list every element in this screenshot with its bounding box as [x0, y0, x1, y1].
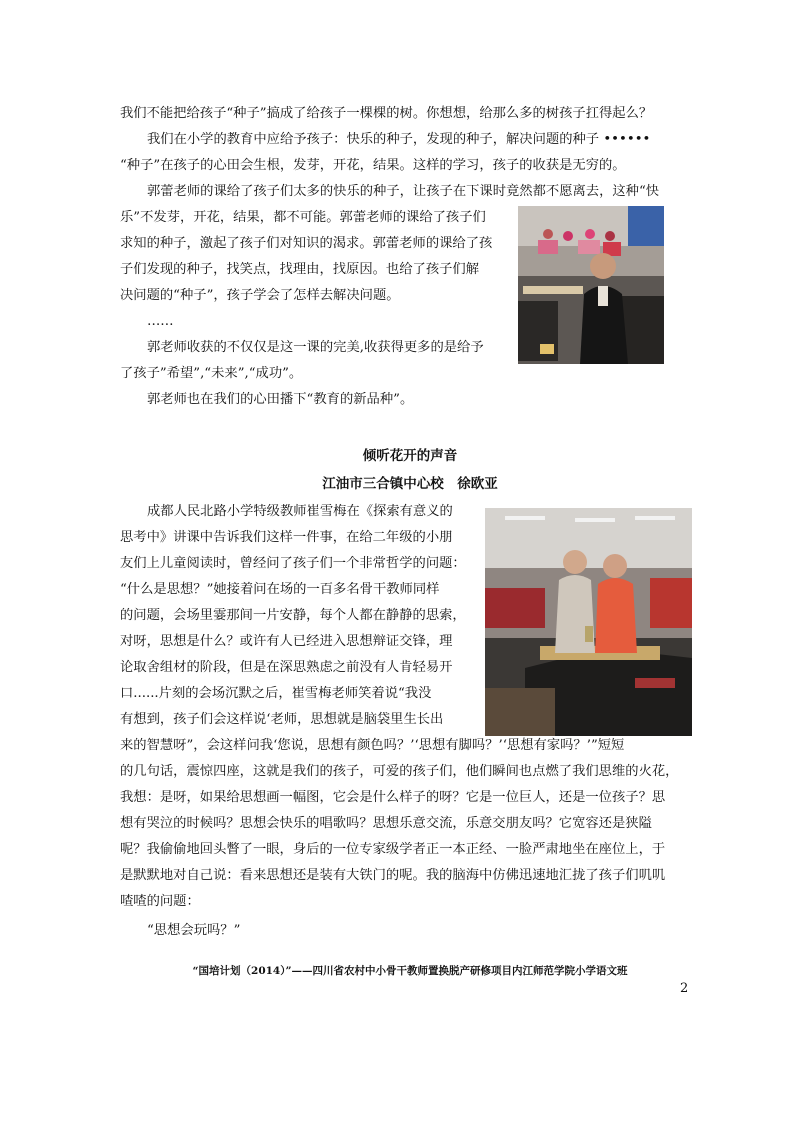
document-footer: “国培计划（2014）”——四川省农村中小骨干教师置换脱产研修项目内江师范学院小学语文班 — [192, 965, 628, 977]
paragraph-line: 是默默地对自己说：看来思想还是装有大铁门的呢。我的脑海中仿佛迅速地汇拢了孩子们叽叽 — [120, 868, 666, 883]
paragraph-line: 口......片刻的会场沉默之后，崔雪梅老师笑着说“我没 — [120, 686, 432, 701]
paragraph-line: 我想：是呀，如果给思想画一幅图，它会是什么样子的呀？它是一位巨人，还是一位孩子？思 — [120, 790, 666, 805]
paragraph-line: 我们在小学的教育中应给予孩子：快乐的种子，发现的种子，解决问题的种子 •••••• — [147, 132, 651, 147]
article-author: 江油市三合镇中心校 徐欧亚 — [322, 476, 498, 492]
page-number: 2 — [680, 981, 689, 996]
classroom-photo-2 — [485, 508, 692, 736]
paragraph-line: 求知的种子，激起了孩子们对知识的渴求。郭蕾老师的课给了孩 — [120, 236, 493, 251]
paragraph-line: 决问题的“种子”，孩子学会了怎样去解决问题。 — [120, 288, 400, 303]
paragraph-line: 我们不能把给孩子“种子”搞成了给孩子一棵棵的树。你想想，给那么多的树孩子扛得起么？ — [120, 106, 653, 121]
paragraph-line: 思考中》讲课中告诉我们这样一件事，在给二年级的小朋 — [120, 530, 453, 545]
paragraph-line: 来的智慧呀”，会这样问我‘您说，思想有颜色吗？’‘思想有脚吗？’‘思想有家吗？’”短短 — [120, 738, 625, 753]
paragraph-line: 的几句话，震惊四座，这就是我们的孩子，可爱的孩子们，他们瞬间也点燃了我们思维的火花， — [120, 764, 679, 779]
classroom-photo-2-illustration — [485, 508, 692, 736]
paragraph-line: 郭老师收获的不仅仅是这一课的完美,收获得更多的是给予 — [147, 340, 484, 355]
paragraph-line: 子们发现的种子，找笑点，找理由，找原因。也给了孩子们解 — [120, 262, 480, 277]
paragraph-line: 了孩子”希望”,“未来”,“成功”。 — [120, 366, 303, 381]
classroom-photo-1-illustration — [518, 206, 664, 364]
paragraph-line: “种子”在孩子的心田会生根，发芽，开花，结果。这样的学习，孩子的收获是无穷的。 — [120, 158, 626, 173]
paragraph-line: 郭老师也在我们的心田播下“教育的新品种”。 — [147, 392, 414, 407]
paragraph-line: 呢？我偷偷地回头瞥了一眼，身后的一位专家级学者正一本正经、一脸严肃地坐在座位上，于 — [120, 842, 666, 857]
paragraph-line: 想有哭泣的时候吗？思想会快乐的唱歌吗？思想乐意交流，乐意交朋友吗？它宽容还是狭隘 — [120, 816, 652, 831]
paragraph-line: “什么是思想？”她接着问在场的一百多名骨干教师同样 — [120, 582, 440, 597]
paragraph-line: 成都人民北路小学特级教师崔雪梅在《探索有意义的 — [147, 504, 453, 519]
paragraph-line: 乐”不发芽，开花，结果，都不可能。郭蕾老师的课给了孩子们 — [120, 210, 486, 225]
article-title: 倾听花开的声音 — [362, 448, 458, 464]
ellipsis-line: …… — [147, 314, 174, 329]
paragraph-line: 郭蕾老师的课给了孩子们太多的快乐的种子，让孩子在下课时竟然都不愿离去，这种“快 — [147, 184, 660, 199]
paragraph-line: 论取舍组材的阶段，但是在深思熟虑之前没有人肯轻易开 — [120, 660, 453, 675]
quote-line: “思想会玩吗？” — [147, 923, 241, 938]
classroom-photo-1 — [518, 206, 664, 364]
paragraph-line: 对呀，思想是什么？或许有人已经进入思想辩证交锋，理 — [120, 634, 453, 649]
paragraph-line: 友们上儿童阅读时，曾经问了孩子们一个非常哲学的问题： — [120, 556, 466, 571]
paragraph-line: 喳喳的问题： — [120, 894, 200, 909]
paragraph-line: 的问题，会场里霎那间一片安静，每个人都在静静的思索， — [120, 608, 466, 623]
paragraph-line: 有想到，孩子们会这样说‘老师，思想就是脑袋里生长出 — [120, 712, 444, 727]
